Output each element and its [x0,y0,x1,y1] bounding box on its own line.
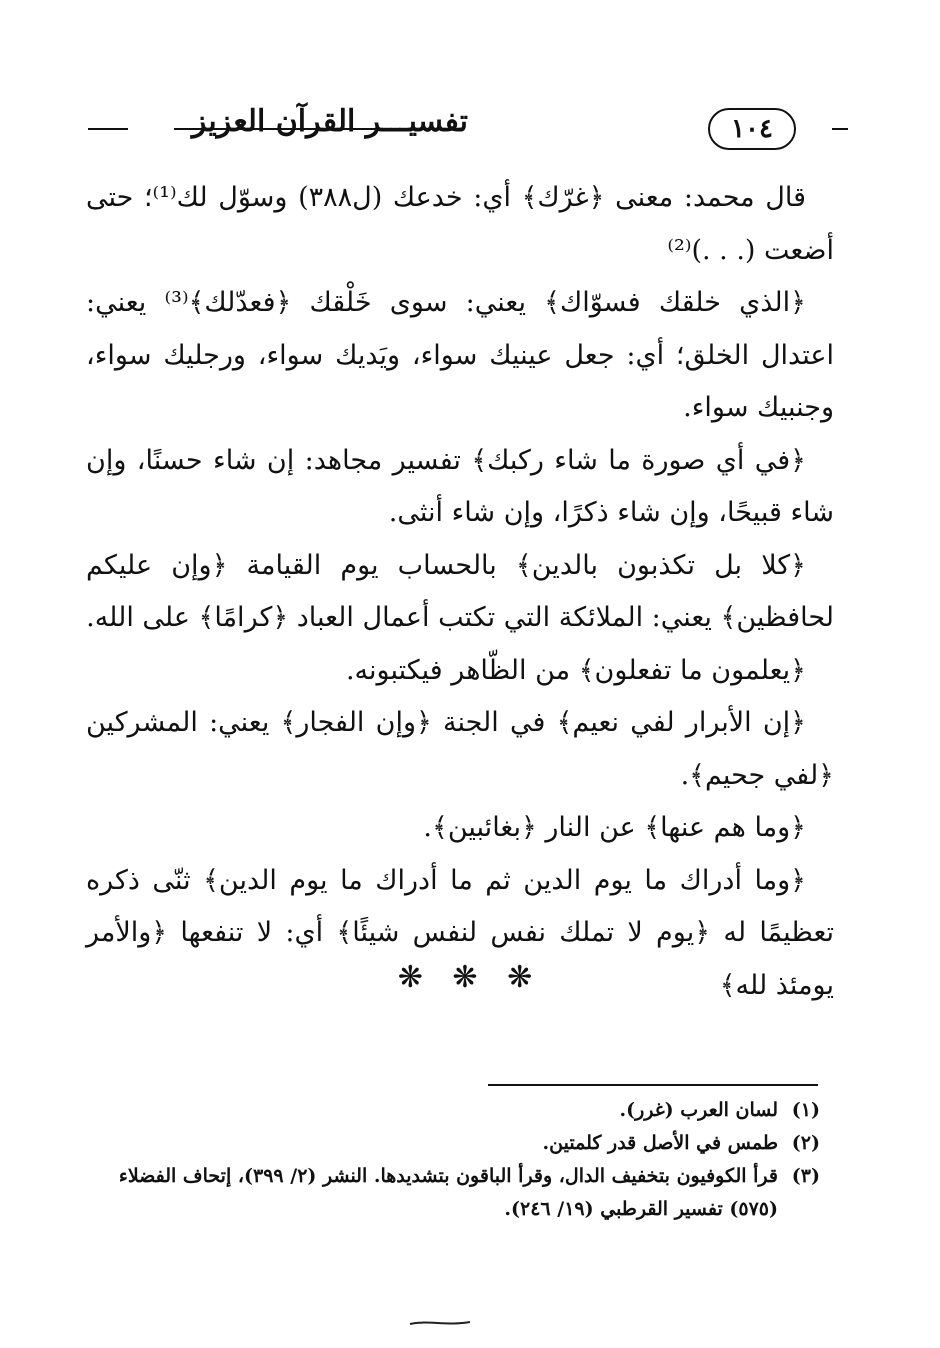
paragraph-1: قال محمد: معنى ﴿غرّك﴾ أي: خدعك (ل٣٨٨) وسوّل لك⁽¹⁾؛ حتى أضعت (. . .)⁽²⁾ [86,182,834,266]
footnote-number: (٣) [791,1165,820,1187]
paragraph-7: ﴿وما هم عنها﴾ عن النار ﴿بغائبين﴾. [423,812,806,843]
footnotes [80,1094,820,1226]
footnote [80,1127,820,1160]
footnote-number: (٢) [791,1132,820,1154]
running-title: تفسيـــر القرآن العزيز [191,104,468,139]
paragraph-6: ﴿إن الأبرار لفي نعيم﴾ في الجنة ﴿وإن الفجار﴾ يعني: المشركين ﴿لفي جحيم﴾. [86,707,834,791]
header-rule-right [832,128,848,130]
paragraph-8: ﴿وما أدراك ما يوم الدين ثم ما أدراك ما يوم الدين﴾ ثنّى ذكره تعظيمًا له ﴿يوم لا تملك نفس لنفس شيئًا﴾ أي: لا تنفعها ﴿والأمر يومئذ لله﴾ [86,864,834,1001]
paragraph-2: ﴿الذي خلقك فسوّاك﴾ يعني: سوى خَلْقك ﴿فعدّلك﴾⁽³⁾ يعني: اعتدال الخلق؛ أي: جعل عينيك سواء، ويَديك سواء، ورجليك سواء، وجنبيك سواء. [86,287,834,423]
footnote-text: لسان العرب (غرر). [619,1099,778,1121]
page-number: ١٠٤ [708,108,796,150]
paragraph-3: ﴿في أي صورة ما شاء ركبك﴾ تفسير مجاهد: إن شاء حسنًا، وإن شاء قبيحًا، وإن شاء ذكرًا، وإن شاء أنثى. [86,444,834,528]
footnote-text: طمس في الأصل قدر كلمتين. [542,1132,778,1154]
page-header [88,100,848,150]
paragraph-4: ﴿كلا بل تكذبون بالدين﴾ بالحساب يوم القيامة ﴿وإن عليكم لحافظين﴾ يعني: الملائكة التي تكتب أعمال العباد ﴿كرامًا﴾ على الله. [86,549,834,633]
footnote-divider [488,1084,818,1086]
header-rule-left [88,128,128,130]
footnote-number: (١) [791,1099,820,1121]
main-text [86,172,834,1012]
footnote [80,1094,820,1127]
section-separator: ❋ ❋ ❋ [397,960,543,995]
paragraph-5: ﴿يعلمون ما تفعلون﴾ من الظّاهر فيكتبونه. [345,654,806,686]
footnote-text: قرأ الكوفيون بتخفيف الدال، وقرأ الباقون بتشديدها. النشر (٢/ ٣٩٩)، إتحاف الفضلاء (٥٧٥) تفسير القرطبي (١٩/ ٢٤٦). [118,1165,778,1220]
footnote [80,1160,820,1226]
bottom-ornament [408,1318,472,1328]
